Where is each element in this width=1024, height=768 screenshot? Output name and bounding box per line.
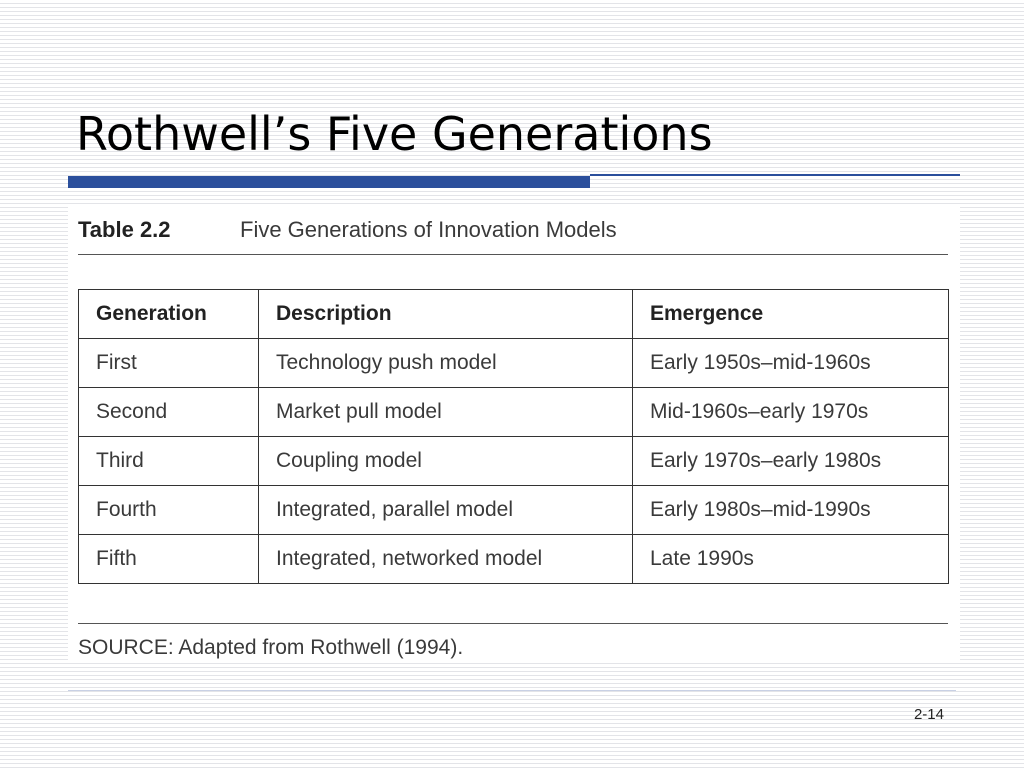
emergence-cell: Early 1970s–early 1980s	[633, 437, 949, 486]
table-header-row	[79, 290, 949, 339]
description-cell: Integrated, networked model	[259, 535, 633, 584]
title-underline	[68, 174, 960, 188]
column-header-generation: Generation	[79, 290, 259, 339]
source-divider	[78, 623, 948, 624]
emergence-cell: Late 1990s	[633, 535, 949, 584]
generation-cell: Second	[79, 388, 259, 437]
column-header-emergence: Emergence	[633, 290, 949, 339]
description-cell: Integrated, parallel model	[259, 486, 633, 535]
generation-cell: First	[79, 339, 259, 388]
description-cell: Technology push model	[259, 339, 633, 388]
generation-cell: Fourth	[79, 486, 259, 535]
table-row	[79, 535, 949, 584]
table-caption-label: Table 2.2	[78, 217, 171, 242]
column-header-description: Description	[259, 290, 633, 339]
source-note: SOURCE: Adapted from Rothwell (1994).	[78, 636, 464, 659]
emergence-cell: Early 1980s–mid-1990s	[633, 486, 949, 535]
description-cell: Market pull model	[259, 388, 633, 437]
page-number: 2-14	[913, 706, 944, 723]
emergence-cell: Early 1950s–mid-1960s	[633, 339, 949, 388]
table-caption-text: Five Generations of Innovation Models	[240, 217, 617, 242]
generation-cell: Fifth	[79, 535, 259, 584]
table-row	[79, 437, 949, 486]
caption-divider	[78, 254, 948, 255]
table-figure	[68, 206, 960, 662]
emergence-cell: Mid-1960s–early 1970s	[633, 388, 949, 437]
generations-table	[78, 289, 949, 584]
slide-title: Rothwell’s Five Generations	[76, 107, 713, 161]
table-row	[79, 339, 949, 388]
table-row	[79, 486, 949, 535]
footer-divider	[68, 690, 956, 691]
generation-cell: Third	[79, 437, 259, 486]
title-underline-thick	[68, 176, 590, 188]
table-row	[79, 388, 949, 437]
title-underline-thin	[590, 174, 960, 176]
description-cell: Coupling model	[259, 437, 633, 486]
